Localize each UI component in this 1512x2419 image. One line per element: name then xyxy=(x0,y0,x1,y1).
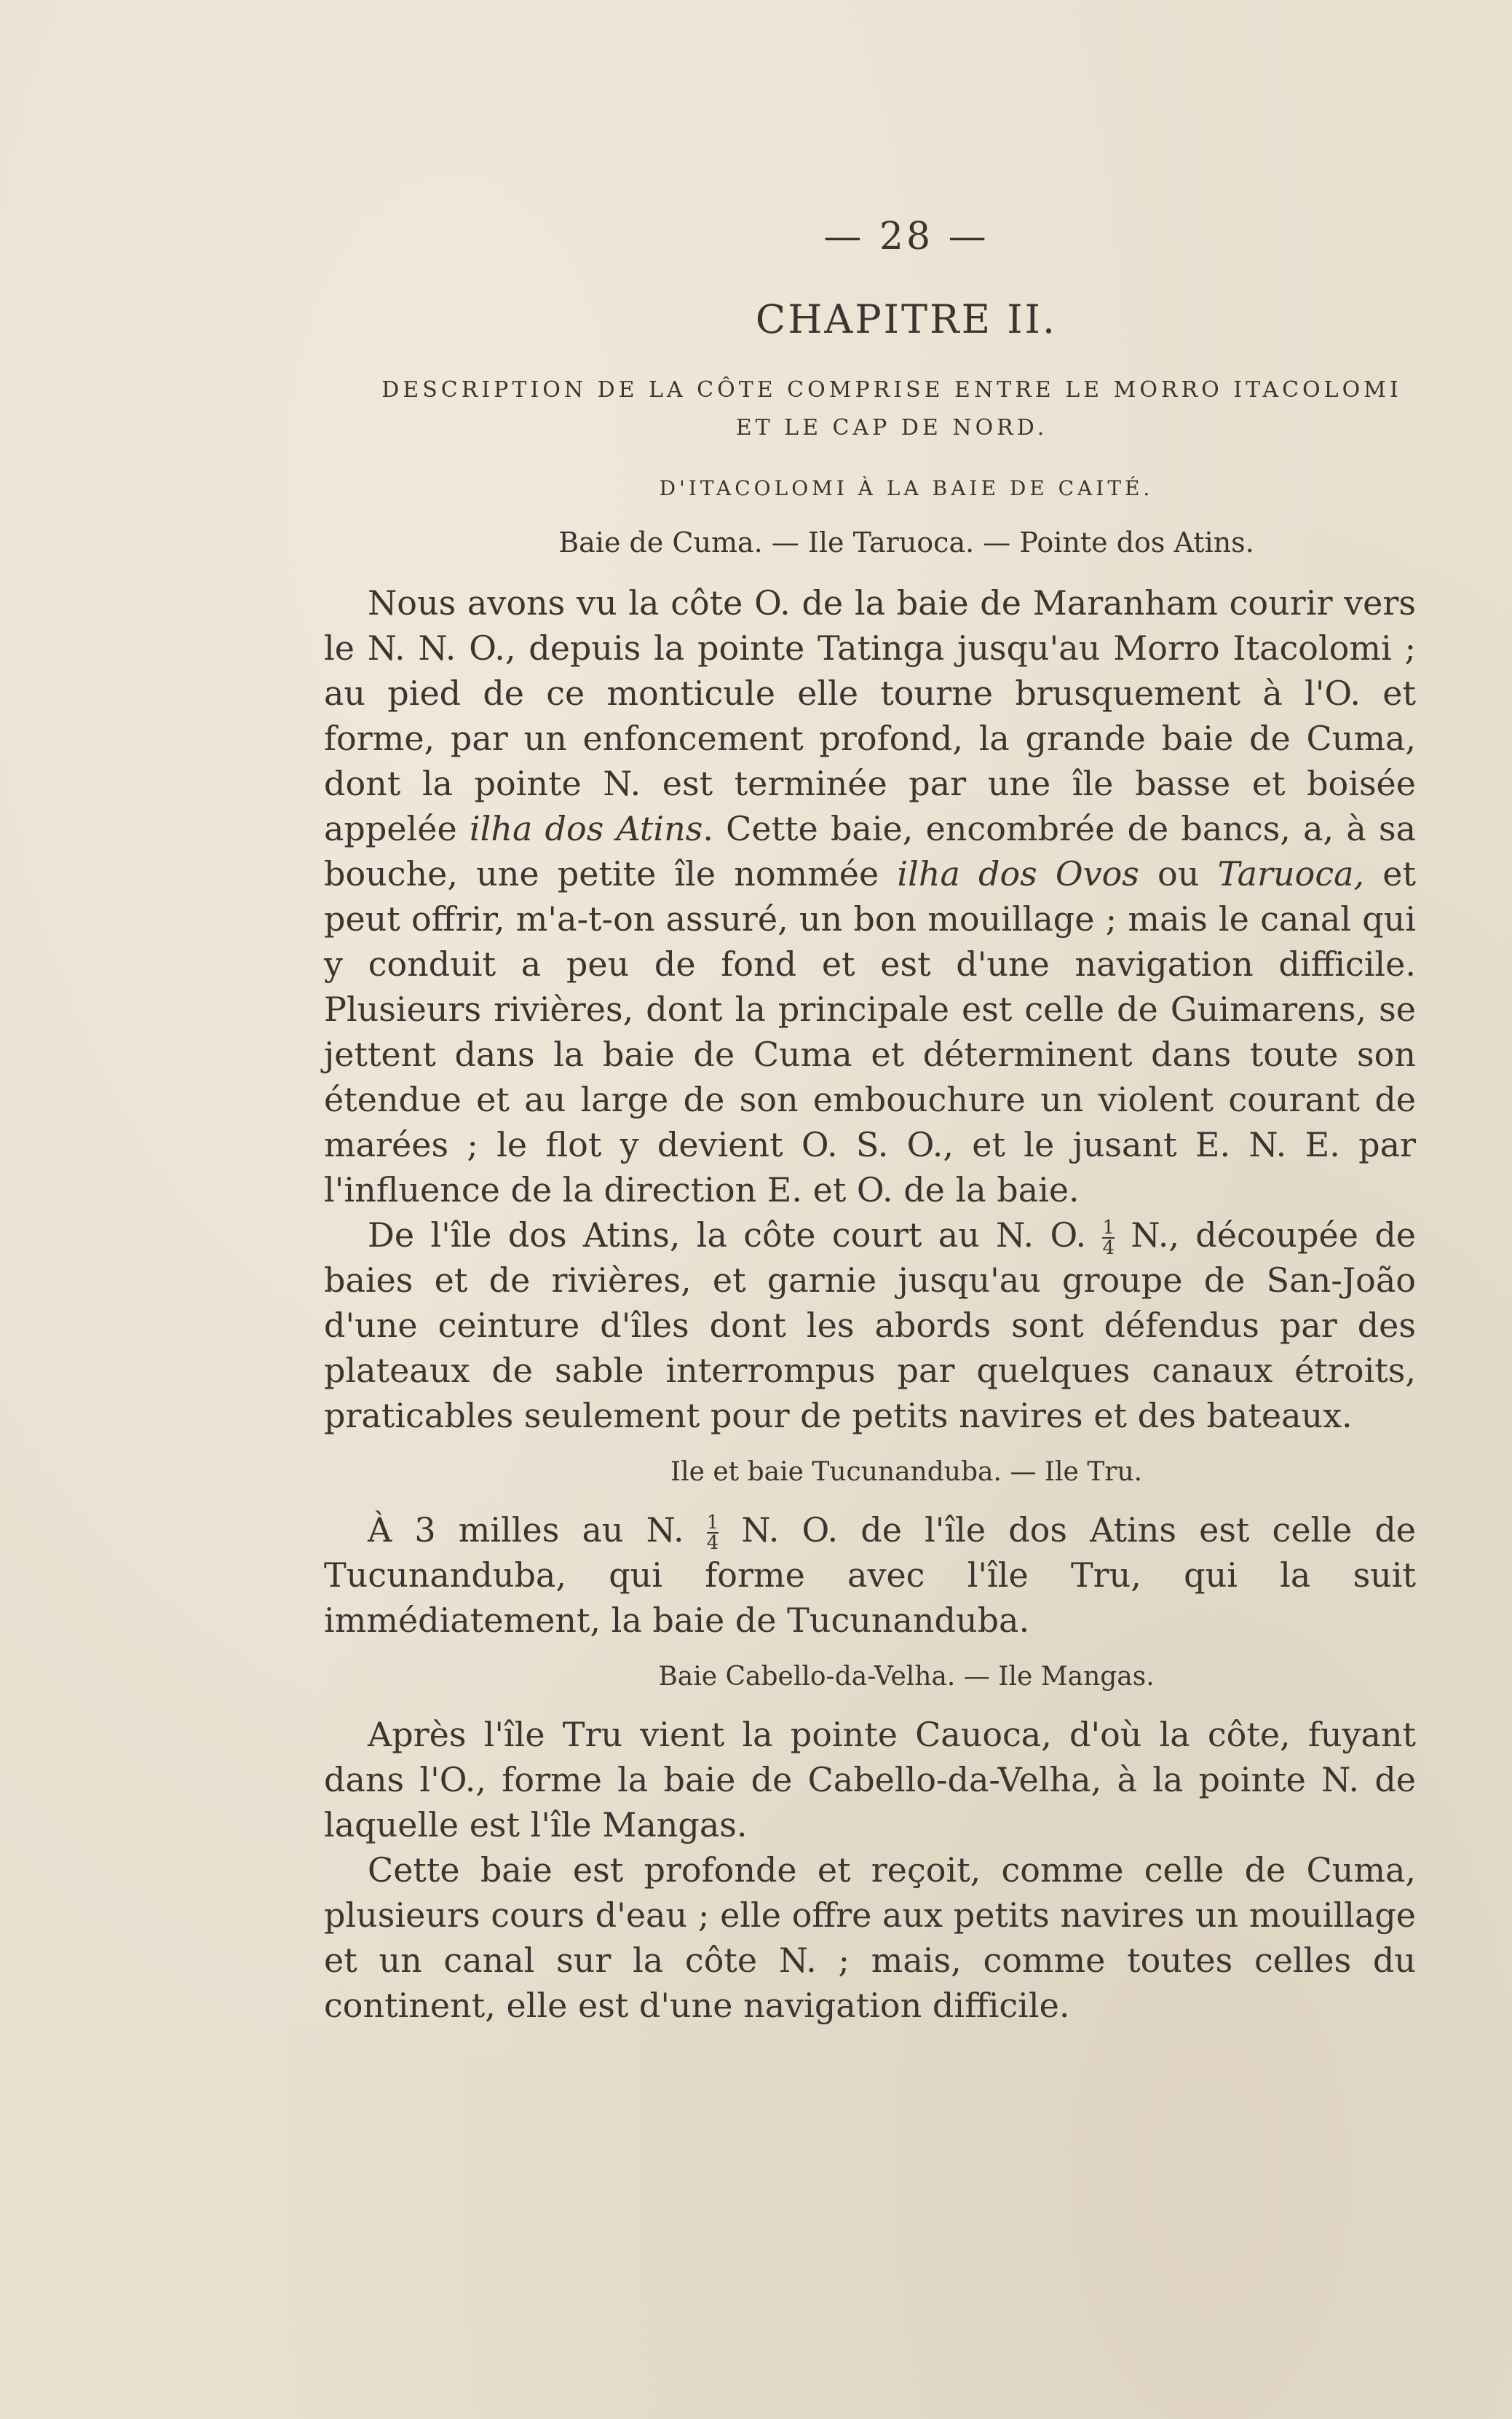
subhead-baie-cabello-da-velha: Baie Cabello-da-Velha. — Ile Mangas. xyxy=(658,1662,1155,1692)
paragraph: Après l'île Tru vient la pointe Cauoca, d'où la côte, fuyant dans l'O., forme la baie de Cabello-da-Velha, à la pointe N. de laquelle est l'île Mangas. xyxy=(324,1715,1416,1844)
section-heading: D'ITACOLOMI À LA BAIE DE CAITÉ. xyxy=(659,476,1154,500)
chapter-title: CHAPITRE II. xyxy=(755,296,1058,342)
paragraph: À 3 milles au N. $\frac{1}{4}$ N. O. de l'île dos Atins est celle de Tucunanduba, qui forme avec l'île Tru, qui la suit immédiatement, la baie de Tucunanduba. xyxy=(324,1510,1416,1640)
paragraph: Cette baie est profonde et reçoit, comme celle de Cuma, plusieurs cours d'eau ; elle offre aux petits navires un mouillage et un canal sur la côte N. ; mais, comme toutes celles du continent, elle est d'une navigation difficile. xyxy=(324,1850,1416,2025)
page-number: — 28 — xyxy=(823,215,989,259)
fraction-one-quarter: $\frac{1}{4}$ xyxy=(1102,1217,1115,1259)
subhead-ile-tucunanduba: Ile et baie Tucunanduba. — Ile Tru. xyxy=(670,1457,1143,1487)
paragraph: Nous avons vu la côte O. de la baie de Maranham courir vers le N. N. O., depuis la pointe Tatinga jusqu'au Morro Itacolomi ; au pied de ce monticule elle tourne brusquement à l'O. et forme, par un enfoncement profond, la grande baie de Cuma, dont la pointe N. est terminée par une île basse et boisée appelée ilha dos Atins. Cette baie, encombrée de bancs, a, à sa bouche, une petite île nommée ilha dos Ovos ou Taruoca, et peut offrir, m'a-t-on assuré, un bon mouillage ; mais le canal qui y conduit a peu de fond et est d'une navigation difficile. Plusieurs rivières, dont la principale est celle de Guimarens, se jettent dans la baie de Cuma et déterminent dans toute son étendue et au large de son embouchure un violent courant de marées ; le flot y devient O. S. O., et le jusant E. N. E. par l'influence de la direction E. et O. de la baie. xyxy=(324,583,1416,1210)
fraction-one-quarter: $\frac{1}{4}$ xyxy=(706,1512,719,1554)
chapter-description: DESCRIPTION DE LA CÔTE COMPRISE ENTRE LE MORRO ITACOLOMI ET LE CAP DE NORD. xyxy=(381,377,1402,441)
text-block xyxy=(324,215,1416,2028)
subhead-baie-de-cuma: Baie de Cuma. — Ile Taruoca. — Pointe dos Atins. xyxy=(558,526,1254,559)
paragraph: De l'île dos Atins, la côte court au N. O. $\frac{1}{4}$ N., découpée de baies et de rivières, et garnie jusqu'au groupe de San-João d'une ceinture d'îles dont les abords sont défendus par des plateaux de sable interrompus par quelques canaux étroits, praticables seulement pour de petits navires et des bateaux. xyxy=(324,1215,1416,1435)
